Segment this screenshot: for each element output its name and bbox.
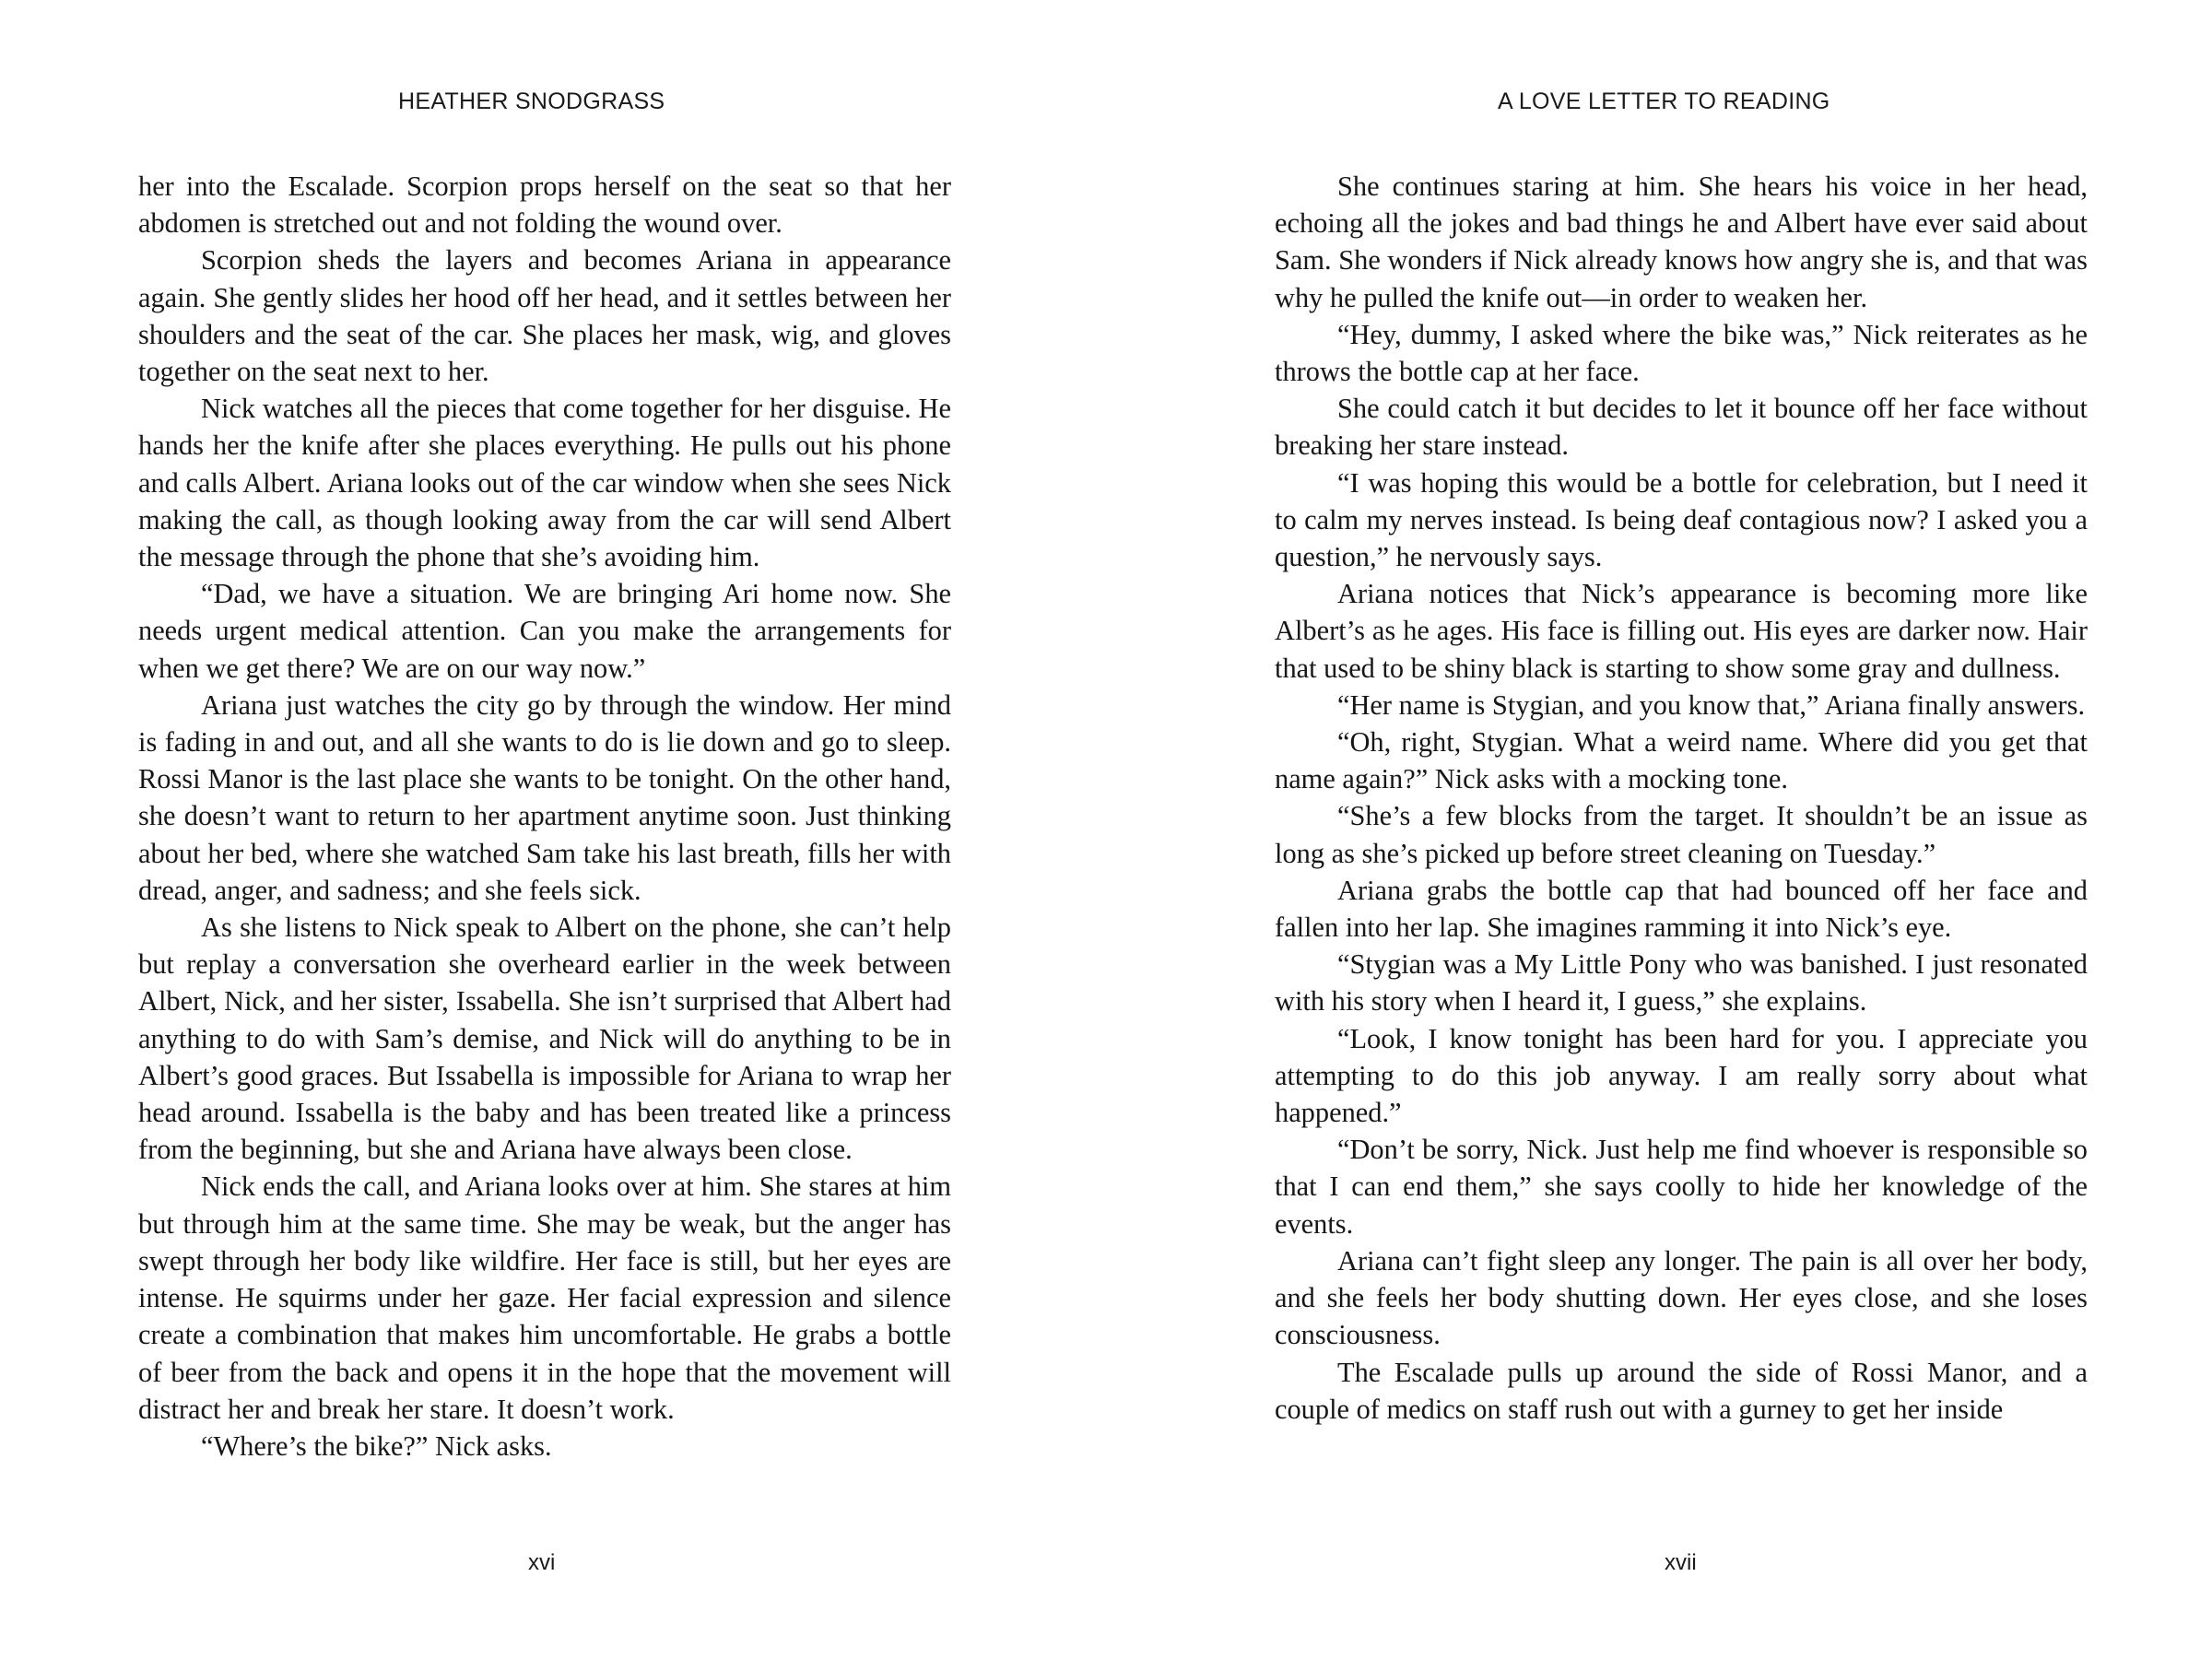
paragraph: “Look, I know tonight has been hard for you. I appreciate you attempting to do this job anyway. I am really sorry about what happened.” xyxy=(1275,1022,2088,1129)
page-number: xvii xyxy=(1665,1550,1697,1575)
body-text xyxy=(1275,168,2088,1428)
paragraph: her into the Escalade. Scorpion props herself on the seat so that her abdomen is stretched out and not folding the wound over. xyxy=(138,171,951,240)
paragraph: Ariana notices that Nick’s appearance is becoming more like Albert’s as he ages. His face is filling out. His eyes are darker now. Hair that used to be shiny black is starting to show some gray and dullness. xyxy=(1275,578,2088,684)
body-text xyxy=(138,168,951,1465)
paragraph: The Escalade pulls up around the side of Rossi Manor, and a couple of medics on staff rush out with a gurney to get her inside xyxy=(1275,1356,2088,1425)
paragraph: “Stygian was a My Little Pony who was banished. I just resonated with his story when I heard it, I guess,” she explains. xyxy=(1275,948,2088,1018)
paragraph: “Her name is Stygian, and you know that,” Ariana finally answers. xyxy=(1337,688,2086,721)
paragraph: “She’s a few blocks from the target. It shouldn’t be an issue as long as she’s picked up before street cleaning on Tuesday.” xyxy=(1275,800,2088,869)
paragraph: Nick watches all the pieces that come together for her disguise. He hands her the knife after she places everything. He pulls out his phone and calls Albert. Ariana looks out of the car window when she sees Nick making the call, as though looking away from the car will send Albert the message through the phone that she’s avoiding him. xyxy=(138,393,951,573)
paragraph: “I was hoping this would be a bottle for celebration, but I need it to calm my nerves instead. Is being deaf contagious now? I asked you a question,” he nervously says. xyxy=(1275,466,2088,573)
paragraph: “Don’t be sorry, Nick. Just help me find whoever is responsible so that I can end them,” she says coolly to hide her knowledge of the events. xyxy=(1275,1134,2088,1240)
paragraph: She could catch it but decides to let it bounce off her face without breaking her stare instead. xyxy=(1275,393,2088,462)
paragraph: As she listens to Nick speak to Albert on the phone, she can’t help but replay a conversation she overheard earlier in the week between Albert, Nick, and her sister, Issabella. She isn’t surprised that Albert had anything to do with Sam’s demise, and Nick will do anything to be in Albert’s good graces. But Issabella is impossible for Ariana to wrap her head around. Issabella is the baby and has been treated like a princess from the beginning, but she and Ariana have always been close. xyxy=(138,912,951,1166)
running-head-title: A LOVE LETTER TO READING xyxy=(1498,88,1830,114)
right-page xyxy=(1106,0,2212,1659)
paragraph: She continues staring at him. She hears his voice in her head, echoing all the jokes and bad things he and Albert have ever said about Sam. She wonders if Nick already knows how angry she is, and that was why he pulled the knife out—in order to weaken her. xyxy=(1275,171,2088,313)
paragraph: Nick ends the call, and Ariana looks over at him. She stares at him but through him at the same time. She may be weak, but the anger has swept through her body like wildfire. Her face is still, but her eyes are intense. He squirms under her gaze. Her facial expression and silence create a combination that makes him uncomfortable. He grabs a bottle of beer from the back and opens it in the hope that the movement will distract her and break her stare. It doesn’t work. xyxy=(138,1171,951,1425)
running-head-author: HEATHER SNODGRASS xyxy=(398,88,665,114)
paragraph: “Dad, we have a situation. We are bringing Ari home now. She needs urgent medical attention. Can you make the arrangements for when we get there? We are on our way now.” xyxy=(138,578,951,684)
paragraph: “Hey, dummy, I asked where the bike was,” Nick reiterates as he throws the bottle cap at her face. xyxy=(1275,318,2088,388)
paragraph: Ariana grabs the bottle cap that had bounced off her face and fallen into her lap. She imagines ramming it into Nick’s eye. xyxy=(1275,874,2088,944)
paragraph: “Where’s the bike?” Nick asks. xyxy=(201,1430,552,1462)
paragraph: “Oh, right, Stygian. What a weird name. Where did you get that name again?” Nick asks with a mocking tone. xyxy=(1275,726,2088,795)
paragraph: Ariana can’t fight sleep any longer. The pain is all over her body, and she feels her body shutting down. Her eyes close, and she loses consciousness. xyxy=(1275,1244,2088,1351)
paragraph: Scorpion sheds the layers and becomes Ariana in appearance again. She gently slides her hood off her head, and it settles between her shoulders and the seat of the car. She places her mask, wig, and gloves together on the seat next to her. xyxy=(138,244,951,388)
paragraph: Ariana just watches the city go by through the window. Her mind is fading in and out, and all she wants to do is lie down and go to sleep. Rossi Manor is the last place she wants to be tonight. On the other hand, she doesn’t want to return to her apartment anytime soon. Just thinking about her bed, where she watched Sam take his last breath, fills her with dread, anger, and sadness; and she feels sick. xyxy=(138,688,951,906)
page-number: xvi xyxy=(528,1550,556,1575)
